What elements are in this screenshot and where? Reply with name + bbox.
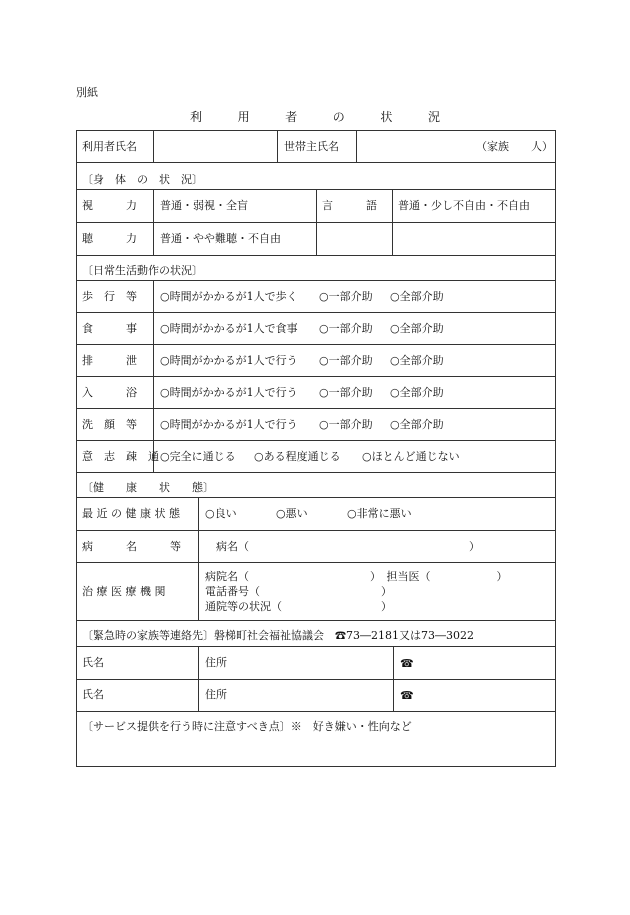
health-option: ○非常に悪い: [347, 507, 412, 520]
visit-line: 通院等の状況（ ）: [205, 600, 392, 613]
rule: [76, 408, 556, 409]
family-count: （家族 人）: [476, 140, 553, 153]
emergency-tel-number: 73―2181又は73―3022: [346, 629, 474, 642]
daily-row-label: 排 泄: [82, 354, 137, 367]
rule: [392, 189, 393, 255]
rule: [153, 130, 154, 162]
title-char: 利: [190, 110, 203, 124]
daily-section: 〔日常生活動作の状況〕: [82, 264, 203, 277]
institution-label: 治 療 医 療 機 関: [82, 585, 166, 598]
rule: [356, 130, 357, 162]
rule: [316, 189, 317, 255]
communication-label: 意 志 疎 通: [82, 450, 159, 463]
hearing-options: 普通・やや難聴・不自由: [160, 232, 281, 245]
daily-row-label: 食 事: [82, 322, 137, 335]
title-char: 況: [427, 110, 440, 124]
health-section: 〔健 康 状 態〕: [82, 481, 214, 494]
daily-option: ○一部介助: [319, 418, 373, 431]
rule: [76, 440, 556, 441]
rule: [76, 280, 556, 281]
rule: [198, 646, 199, 711]
rule: [393, 646, 394, 711]
rule: [76, 162, 556, 163]
rule: [76, 376, 556, 377]
rule: [76, 530, 556, 531]
contact-name-label: 氏名: [82, 688, 104, 701]
body-status-section: 〔身 体 の 状 況〕: [82, 173, 203, 186]
sight-options: 普通・弱視・全盲: [160, 199, 248, 212]
hearing-label: 聴 力: [82, 232, 137, 245]
rule: [76, 562, 556, 563]
contact-address-label: 住所: [205, 688, 227, 701]
rule: [198, 497, 199, 620]
contact-name-label: 氏名: [82, 656, 104, 669]
daily-row-label: 歩 行 等: [82, 290, 137, 303]
communication-option: ○完全に通じる: [160, 450, 236, 463]
sight-label: 視 力: [82, 199, 137, 212]
telephone-icon: ☎: [400, 689, 414, 702]
daily-option: ○全部介助: [390, 290, 444, 303]
daily-option: ○時間がかかるが1人で行う: [160, 418, 298, 431]
title-char: 者: [285, 110, 298, 124]
daily-option: ○一部介助: [319, 354, 373, 367]
rule: [76, 344, 556, 345]
speech-options: 普通・少し不自由・不自由: [398, 199, 530, 212]
rule: [76, 679, 556, 680]
daily-option: ○全部介助: [390, 322, 444, 335]
phone-line: 電話番号（ ）: [205, 585, 392, 598]
householder-label: 世帯主氏名: [284, 140, 339, 153]
rule: [76, 620, 556, 621]
title-char: 用: [237, 110, 250, 124]
daily-option: ○全部介助: [390, 386, 444, 399]
hospital-line: 病院名（ ） 担当医（ ）: [205, 570, 508, 583]
communication-option: ○ほとんど通じない: [362, 450, 460, 463]
title-char: 状: [380, 110, 393, 124]
rule: [76, 711, 556, 712]
disease-value: 病名（ ）: [216, 540, 480, 553]
daily-row-label: 入 浴: [82, 386, 137, 399]
rule: [76, 497, 556, 498]
attachment-note: 別紙: [76, 86, 98, 99]
communication-option: ○ある程度通じる: [254, 450, 341, 463]
health-option: ○良い: [205, 507, 237, 520]
daily-row-label: 洗 顔 等: [82, 418, 137, 431]
rule: [76, 312, 556, 313]
daily-option: ○一部介助: [319, 290, 373, 303]
emergency-heading-text: 〔緊急時の家族等連絡先〕磐梯町社会福祉協議会: [82, 629, 335, 642]
daily-option: ○全部介助: [390, 354, 444, 367]
rule: [76, 646, 556, 647]
disease-label: 病 名 等: [82, 540, 181, 553]
rule: [153, 189, 154, 255]
daily-option: ○全部介助: [390, 418, 444, 431]
rule: [277, 130, 278, 162]
daily-option: ○時間がかかるが1人で食事: [160, 322, 298, 335]
service-heading: 〔サービス提供を行う時に注意すべき点〕※ 好き嫌い・性向など: [82, 720, 412, 733]
recent-health-label: 最 近 の 健 康 状 態: [82, 507, 180, 520]
daily-option: ○一部介助: [319, 322, 373, 335]
telephone-icon: ☎: [400, 657, 414, 670]
rule: [76, 255, 556, 256]
daily-option: ○時間がかかるが1人で行う: [160, 354, 298, 367]
daily-option: ○時間がかかるが1人で歩く: [160, 290, 298, 303]
telephone-icon: ☎: [335, 629, 346, 642]
daily-option: ○時間がかかるが1人で行う: [160, 386, 298, 399]
user-name-label: 利用者氏名: [82, 140, 137, 153]
emergency-heading: [82, 627, 474, 643]
rule: [76, 472, 556, 473]
form-title: [190, 108, 440, 125]
speech-label: 言 語: [322, 199, 377, 212]
contact-address-label: 住所: [205, 656, 227, 669]
health-option: ○悪い: [276, 507, 308, 520]
daily-option: ○一部介助: [319, 386, 373, 399]
rule: [153, 280, 154, 472]
title-char: の: [332, 110, 345, 124]
